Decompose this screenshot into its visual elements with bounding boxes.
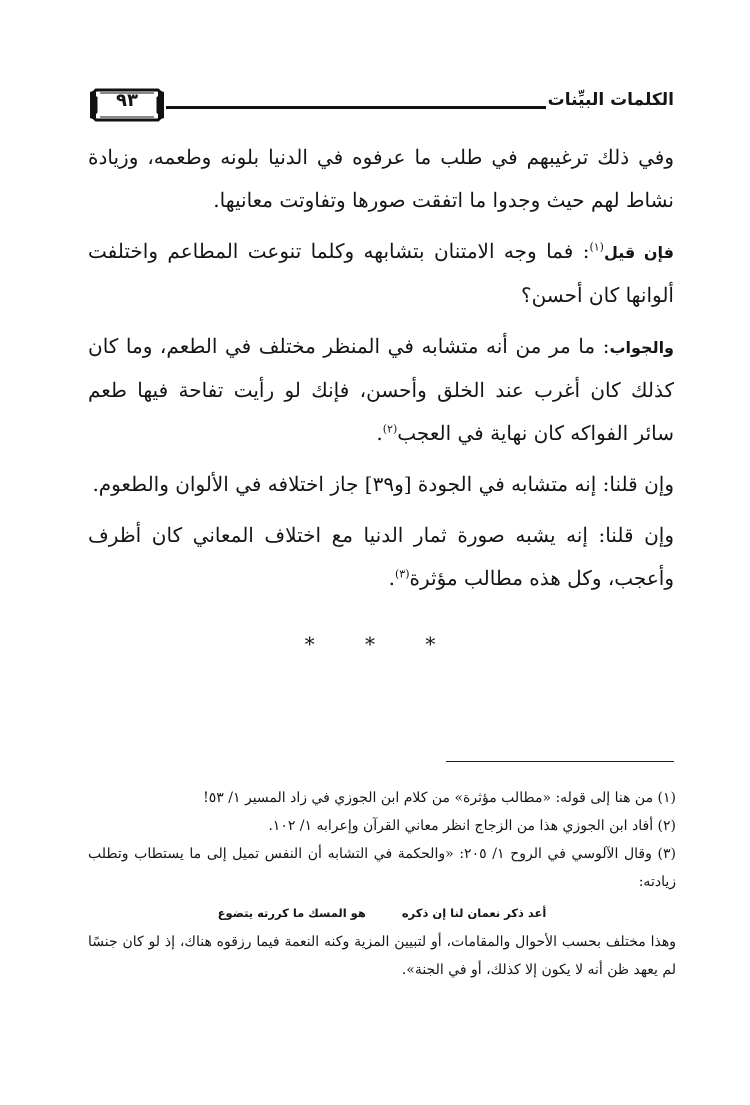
header-rule [166, 106, 546, 109]
paragraph-3 [88, 325, 674, 455]
paragraph-4 [88, 463, 674, 506]
paragraph-5-tail: . [388, 566, 395, 590]
paragraph-2-lead: فإن قيل [603, 243, 675, 262]
paragraph-5 [88, 514, 674, 600]
running-header [88, 84, 674, 128]
paragraph-1 [88, 136, 674, 222]
paragraph-3-lead: والجواب [609, 338, 674, 357]
paragraph-2-text: : فما وجه الامتنان بتشابهه وكلما تنوعت المطاعم واختلفت ألوانها كان أحسن؟ [88, 239, 674, 307]
paragraph-1-text: وفي ذلك ترغيبهم في طلب ما عرفوه في الدنيا بلونه وطعمه، وزيادة نشاط لهم حيث وجدوا ما اتفقت صورها وتفاوتت معانيها. [88, 145, 674, 212]
footnote-ref-1: (١) [589, 240, 604, 254]
paragraph-3-tail: . [376, 421, 383, 445]
footnote-3: (٣) وقال الآلوسي في الروح ١/ ٢٠٥: «والحكمة في التشابه أن النفس تميل إلى ما يستطاب وتطلب زيادته: [88, 846, 677, 890]
footnote-rule [446, 761, 674, 762]
paragraph-2 [88, 230, 674, 317]
paragraph-4-text: وإن قلنا: إنه متشابه في الجودة [و٣٩] جاز اختلافه في الألوان والطعوم. [92, 472, 674, 496]
poem-hemistich-left: هو المسك ما كررته يتضوع [217, 906, 366, 920]
footnote-3-continuation: وهذا مختلف بحسب الأحوال والمقامات، أو لتبيين المزية وكنه النعمة فيما رزقوه هناك، إذ لو كان جنسًا لم يعهد ظن أنه لا يكون إلا كذلك، أو في الجنة». [88, 934, 676, 978]
main-text [88, 136, 674, 608]
footnotes [88, 784, 676, 984]
poem-verse [88, 898, 676, 928]
header-title: الكلمات البيِّنات [547, 90, 674, 110]
poem-hemistich-right: أعد ذكر نعمان لنا إن ذكره [401, 906, 547, 920]
section-separator: * * * [304, 632, 458, 656]
paragraph-3-text: : ما مر من أنه متشابه في المنظر مختلف في الطعم، وما كان كذلك كان أغرب عند الخلق وأحسن، فإنك لو رأيت تفاحة فيها طعم سائر الفواكه كان نهاية في العجب [88, 334, 674, 445]
footnote-2: (٢) أفاد ابن الجوزي هذا من الزجاج انظر معاني القرآن وإعرابه ١/ ١٠٢. [268, 818, 676, 834]
page-number-frame [88, 84, 166, 124]
footnote-ref-3: (٣) [394, 567, 410, 581]
paragraph-5-text: وإن قلنا: إنه يشبه صورة ثمار الدنيا مع اختلاف المعاني كان أظرف وأعجب، وكل هذه مطالب مؤثرة [88, 523, 674, 590]
footnote-ref-2: (٢) [382, 422, 398, 436]
footnote-1: (١) من هنا إلى قوله: «مطالب مؤثرة» من كلام ابن الجوزي في زاد المسير ١/ ٥٣! [203, 790, 676, 806]
page-number: ٩٣ [116, 90, 138, 111]
